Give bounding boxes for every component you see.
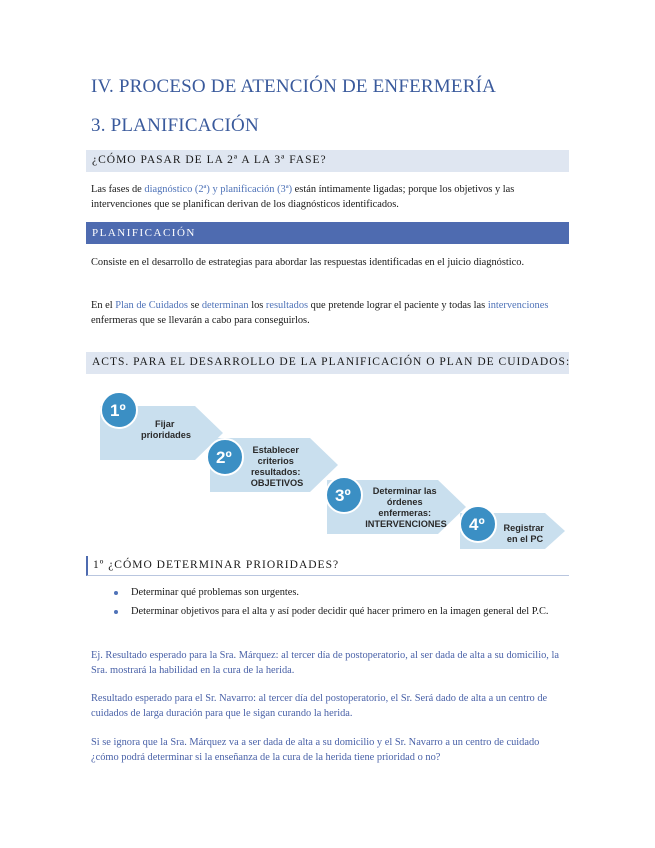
acts-heading: ACTS. PARA EL DESARROLLO DE LA PLANIFICACIÓN O PLAN DE CUIDADOS: bbox=[86, 352, 569, 374]
list-item bbox=[111, 604, 561, 619]
example-1: Ej. Resultado esperado para la Sra. Márquez: al tercer día de postoperatorio, al ser dada de alta a su domicilio, la Sra. mostrará la habilidad en la cura de la herida. bbox=[91, 650, 559, 676]
example-2: Resultado esperado para el Sr. Navarro: al tercer día del postoperatorio, el Sr. Será dado de alta a un centro de cuidados de larga duración para que le sigan curando la herida. bbox=[91, 693, 548, 719]
question-heading: ¿CÓMO PASAR DE LA 2ª A LA 3ª FASE? bbox=[86, 150, 569, 172]
bullet-icon bbox=[114, 610, 118, 614]
step-4-number: 4º bbox=[469, 515, 485, 534]
page-subtitle: 3. PLANIFICACIÓN bbox=[91, 115, 259, 136]
plan-text: enfermeras que se llevarán a cabo para conseguirlos. bbox=[91, 315, 310, 326]
plan-highlight: resultados bbox=[265, 300, 309, 311]
planificacion-heading: PLANIFICACIÓN bbox=[86, 222, 569, 244]
steps-diagram bbox=[95, 388, 570, 553]
plan-text: se bbox=[187, 300, 202, 311]
intro-text: Las fases de bbox=[91, 184, 145, 195]
plan-text: En el bbox=[91, 300, 116, 311]
plan-text: que pretende lograr el paciente y todas las bbox=[308, 300, 488, 311]
step-2-label: Establecer criterios resultados: OBJETIVOS bbox=[250, 445, 304, 488]
priorities-list bbox=[111, 585, 561, 623]
step-3-number: 3º bbox=[335, 486, 351, 505]
plan-highlight: intervenciones bbox=[487, 300, 549, 311]
example-3: Si se ignora que la Sra. Márquez va a ser dada de alta a su domicilio y el Sr. Navarro a un centro de cuidado ¿cómo podrá determinar si la enseñanza de la cura de la herida tiene prioridad o no? bbox=[91, 737, 540, 763]
step-1-label: Fijar prioridades bbox=[140, 419, 192, 440]
step-3-label: Determinar las órdenes enfermeras: INTERVENCIONES bbox=[365, 486, 447, 529]
definition-paragraph: Consiste en el desarrollo de estrategias para abordar las respuestas identificadas en el juicio diagnóstico. bbox=[91, 257, 525, 268]
plan-paragraph bbox=[91, 298, 561, 328]
list-item bbox=[111, 585, 561, 600]
plan-highlight: Plan de Cuidados bbox=[115, 300, 188, 311]
step-1-number: 1º bbox=[110, 401, 126, 420]
step-2-number: 2º bbox=[216, 448, 232, 467]
priorities-heading: 1º ¿CÓMO DETERMINAR PRIORIDADES? bbox=[86, 556, 569, 576]
step-4-label: Registrar en el PC bbox=[503, 523, 544, 544]
page-title: IV. PROCESO DE ATENCIÓN DE ENFERMERÍA bbox=[91, 76, 497, 97]
intro-paragraph bbox=[91, 182, 561, 212]
list-item-text: Determinar objetivos para el alta y así poder decidir qué hacer primero en la imagen general del P.C. bbox=[131, 606, 549, 617]
plan-text: los bbox=[248, 300, 266, 311]
bullet-icon bbox=[114, 591, 118, 595]
plan-highlight: determinan bbox=[201, 300, 249, 311]
intro-text-2: están íntimamente ligadas; porque los objetivos y las intervenciones que se planifican derivan de los diagnósticos identificados. bbox=[91, 184, 515, 210]
list-item-text: Determinar qué problemas son urgentes. bbox=[131, 587, 300, 598]
intro-highlight: diagnóstico (2ª) y planificación (3ª) bbox=[144, 184, 293, 195]
